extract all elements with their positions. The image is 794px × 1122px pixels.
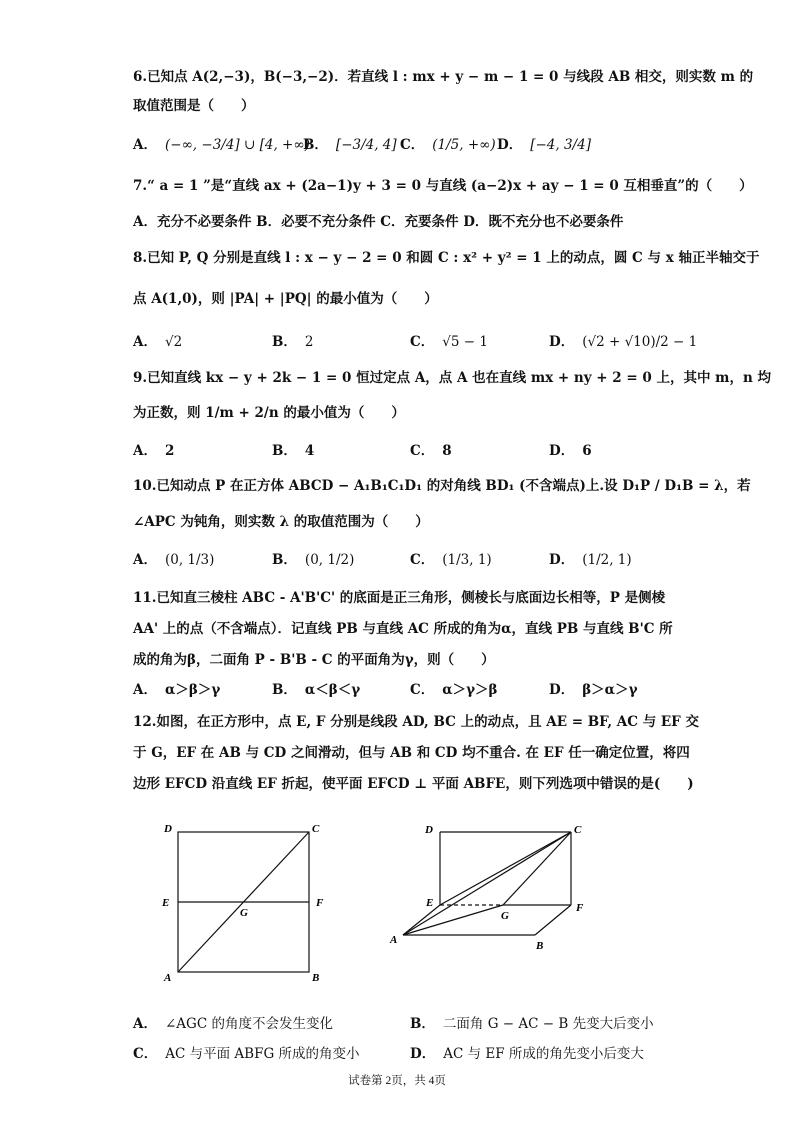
q8-option-d-text: (√2 + √10)/2 − 1 — [582, 334, 698, 350]
q10-option-a — [133, 550, 214, 570]
q12-option-d — [410, 1044, 644, 1064]
q9-option-b — [272, 441, 314, 461]
q8-option-a-text: √2 — [164, 334, 183, 350]
q9-stem-line2: 为正数，则 1/m + 2/n 的最小值为（ ） — [133, 405, 405, 421]
q8-option-b — [272, 332, 314, 352]
q12-option-a-key: A． — [133, 1016, 157, 1032]
q6-option-b — [303, 135, 397, 155]
label-f: F — [576, 902, 584, 914]
q11-option-b-text: α＜β＜γ — [304, 682, 361, 698]
fold-edge-bf — [535, 905, 571, 935]
q12-option-d-key: D． — [410, 1046, 436, 1062]
label-e: E — [426, 897, 434, 909]
q10-option-b-key: B． — [272, 552, 297, 568]
q10-option-c — [410, 550, 492, 570]
q6-option-b-text: [−3/4, 4] — [335, 137, 397, 153]
q12-option-b — [410, 1014, 654, 1034]
q11-option-c — [410, 680, 498, 700]
label-f: F — [316, 897, 324, 909]
q11-option-c-key: C． — [410, 682, 435, 698]
q11-option-a — [133, 680, 220, 700]
fold-edge-ae — [403, 905, 440, 935]
q6-option-c — [400, 135, 496, 155]
q12-stem-line3: 边形 EFCD 沿直线 EF 折起，使平面 EFCD ⊥ 平面 ABFE，则下列选项中错误的是( ) — [133, 776, 694, 792]
label-c: C — [312, 823, 320, 835]
label-d: D — [164, 823, 172, 835]
q9-option-c — [410, 441, 452, 461]
q11-option-a-key: A． — [133, 682, 157, 698]
q10-option-d-text: (1/2, 1) — [582, 552, 632, 568]
q9-option-b-key: B． — [272, 443, 297, 459]
q9-option-a — [133, 441, 174, 461]
q10-option-d — [549, 550, 632, 570]
q12-figure-folded — [385, 815, 595, 960]
q7-stem-line1: 7.“ a = 1 ”是“直线 ax + (2a−1)y + 3 = 0 与直线 (a−2)x + ay − 1 = 0 互相垂直”的（ ） — [133, 178, 753, 194]
q12-option-c — [133, 1044, 360, 1064]
q9-option-c-key: C． — [410, 443, 435, 459]
label-d: D — [425, 824, 433, 836]
q7-options: A．充分不必要条件 B．必要不充分条件 C．充要条件 D．既不充分也不必要条件 — [133, 214, 624, 230]
q10-option-d-key: D． — [549, 552, 575, 568]
q8-option-a-key: A． — [133, 334, 157, 350]
label-e: E — [162, 897, 170, 909]
q10-stem-line1: 10.已知动点 P 在正方体 ABCD − A₁B₁C₁D₁ 的对角线 BD₁ (不含端点)上.设 D₁P / D₁B = λ，若 — [133, 478, 751, 494]
q8-stem-line2: 点 A(1,0)，则 |PA| + |PQ| 的最小值为（ ） — [133, 291, 438, 307]
q8-option-d — [549, 332, 697, 352]
q8-option-a — [133, 332, 182, 352]
q10-option-b — [272, 550, 354, 570]
q8-option-c-key: C． — [410, 334, 435, 350]
q8-option-b-text: 2 — [304, 334, 314, 350]
q12-stem-line2: 于 G，EF 在 AB 与 CD 之间滑动，但与 AB 和 CD 均不重合. 在 EF 任一确定位置，将四 — [133, 745, 690, 761]
q11-option-d-key: D． — [549, 682, 575, 698]
fold-segment-ec — [440, 832, 571, 905]
label-g: G — [501, 910, 509, 922]
q9-option-a-key: A． — [133, 443, 157, 459]
q10-stem-line2: ∠APC 为钝角，则实数 λ 的取值范围为（ ） — [133, 514, 429, 530]
q9-option-a-text: 2 — [164, 443, 175, 459]
fold-segment-ag — [403, 905, 503, 935]
q6-option-c-key: C． — [400, 137, 425, 153]
q9-option-c-text: 8 — [442, 443, 452, 459]
q8-option-d-key: D． — [549, 334, 575, 350]
fold-segment-gc — [503, 832, 571, 905]
q9-option-d-text: 6 — [582, 443, 592, 459]
q12-option-d-text: AC 与 EF 所成的角先变小后变大 — [443, 1046, 644, 1062]
q6-stem-line1: 6.已知点 A(2,−3)，B(−3,−2)．若直线 l : mx + y − m − 1 = 0 与线段 AB 相交，则实数 m 的 — [133, 69, 754, 85]
q11-option-b-key: B． — [272, 682, 297, 698]
q10-option-b-text: (0, 1/2) — [304, 552, 355, 568]
q6-stem-line2: 取值范围是（ ） — [133, 98, 255, 114]
q6-option-d-key: D． — [497, 137, 523, 153]
q12-option-b-key: B． — [410, 1016, 435, 1032]
q11-option-d — [549, 680, 637, 700]
q9-option-d-key: D． — [549, 443, 575, 459]
label-a: A — [390, 934, 398, 946]
q8-stem-line1: 8.已知 P, Q 分别是直线 l : x − y − 2 = 0 和圆 C : x² + y² = 1 上的动点，圆 C 与 x 轴正半轴交于 — [133, 250, 760, 266]
q6-option-b-key: B． — [303, 137, 328, 153]
q10-option-c-key: C． — [410, 552, 435, 568]
q11-stem-line3: 成的角为β，二面角 P - B'B - C 的平面角为γ，则（ ） — [133, 652, 495, 668]
q12-option-c-key: C． — [133, 1046, 158, 1062]
q12-option-c-text: AC 与平面 ABFG 所成的角变小 — [165, 1046, 360, 1062]
label-b: B — [312, 972, 320, 984]
label-c: C — [574, 824, 582, 836]
q6-option-c-text: (1/5, +∞) — [432, 137, 496, 153]
q11-option-b — [272, 680, 360, 700]
q9-stem-line1: 9.已知直线 kx − y + 2k − 1 = 0 恒过定点 A，点 A 也在直线 mx + ny + 2 = 0 上，其中 m，n 均 — [133, 370, 771, 386]
q12-option-a-text: ∠AGC 的角度不会发生变化 — [164, 1016, 333, 1032]
q11-stem-line1: 11.已知直三棱柱 ABC - A'B'C' 的底面是正三角形，侧棱长与底面边长相等，P 是侧棱 — [133, 590, 666, 606]
q6-option-d-text: [−4, 3/4] — [530, 137, 591, 153]
q10-option-a-key: A． — [133, 552, 157, 568]
q6-option-a — [133, 135, 310, 155]
q6-option-a-key: A． — [133, 137, 157, 153]
q11-option-a-text: α＞β＞γ — [164, 682, 221, 698]
q12-figure-square — [150, 815, 335, 990]
q11-option-c-text: α＞γ＞β — [442, 682, 498, 698]
label-a: A — [164, 972, 172, 984]
label-b: B — [536, 940, 544, 952]
q9-option-d — [549, 441, 592, 461]
q8-option-b-key: B． — [272, 334, 297, 350]
q6-option-a-text: (−∞, −3/4] ∪ [4, +∞) — [164, 137, 310, 153]
q11-option-d-text: β＞α＞γ — [582, 682, 638, 698]
q12-stem-line1: 12.如图，在正方形中，点 E, F 分别是线段 AD, BC 上的动点，且 AE = BF, AC 与 EF 交 — [133, 714, 699, 730]
q10-option-c-text: (1/3, 1) — [442, 552, 492, 568]
q11-stem-line2: AA' 上的点（不含端点）．记直线 PB 与直线 AC 所成的角为α，直线 PB 与直线 B'C 所 — [133, 621, 673, 637]
q9-option-b-text: 4 — [304, 443, 315, 459]
label-g: G — [240, 907, 248, 919]
q8-option-c-text: √5 − 1 — [442, 334, 488, 350]
page-footer: 试卷第 2页，共 4页 — [348, 1075, 446, 1087]
q12-option-a — [133, 1014, 333, 1034]
q12-option-b-text: 二面角 G − AC − B 先变大后变小 — [442, 1016, 654, 1032]
q10-option-a-text: (0, 1/3) — [164, 552, 215, 568]
q8-option-c — [410, 332, 488, 352]
fold-segment-ac — [403, 832, 571, 935]
q6-option-d — [497, 135, 591, 155]
